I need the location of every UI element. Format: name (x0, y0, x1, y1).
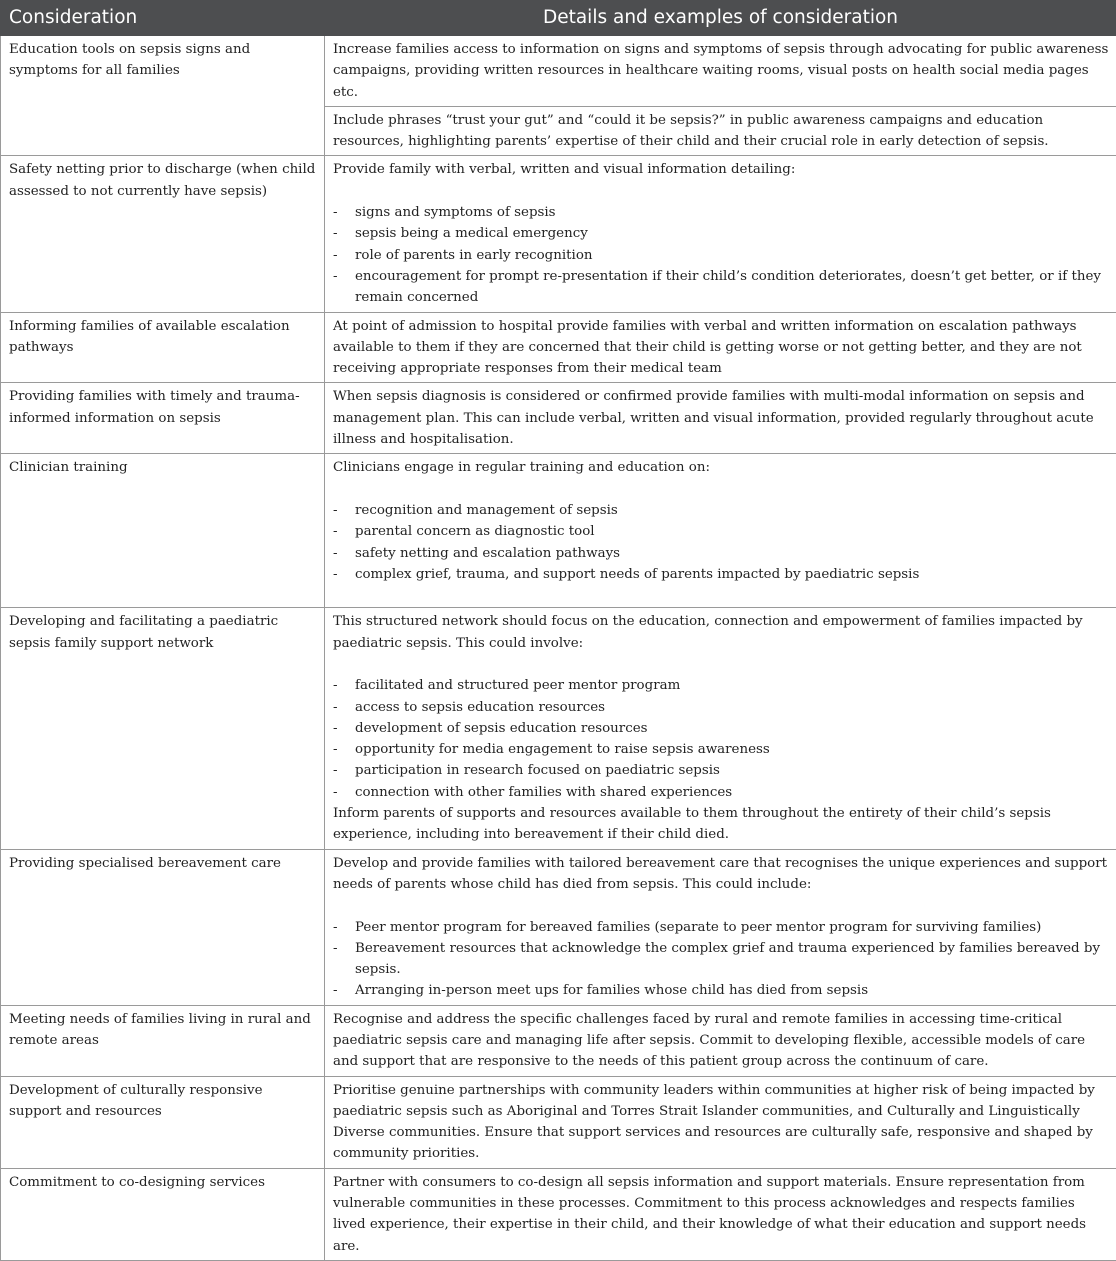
details-intro: Provide family with verbal, written and visual information detailing: (333, 159, 1110, 180)
blank-line (333, 654, 1110, 675)
table-row (1, 156, 1116, 312)
list-item: - opportunity for media engagement to raise sepsis awareness (333, 739, 1110, 760)
details-cell: When sepsis diagnosis is considered or confirmed provide families with multi-modal information on sepsis and management plan. This can include verbal, written and visual information, provided regularly throughout acute illness and hospitalisation. (325, 383, 1116, 454)
consideration-cell: Development of culturally responsive support and resources (1, 1076, 325, 1168)
details-intro: This structured network should focus on the education, connection and empowerment of families impacted by paediatric sepsis. This could involve: (333, 611, 1110, 654)
table-row (1, 849, 1116, 1005)
details-cell: At point of admission to hospital provide families with verbal and written information on escalation pathways available to them if they are concerned that their child is getting worse or not getting better, and they are not receiving appropriate responses from their medical team (325, 312, 1116, 383)
table-row (1, 383, 1116, 454)
table-row (1, 1168, 1116, 1260)
table-row (1, 1076, 1116, 1168)
details-cell (325, 608, 1116, 849)
table-header-row (1, 1, 1116, 36)
details-cell: Recognise and address the specific challenges faced by rural and remote families in accessing time-critical paediatric sepsis care and managing life after sepsis. Commit to developing flexible, accessible models of care and support that are responsive to the needs of this patient group across the continuum of care. (325, 1005, 1116, 1076)
consideration-cell: Education tools on sepsis signs and symptoms for all families (1, 36, 325, 156)
list-item: - recognition and management of sepsis (333, 500, 1110, 521)
consideration-cell: Commitment to co-designing services (1, 1168, 325, 1260)
list-item: - Bereavement resources that acknowledge the complex grief and trauma experienced by families bereaved by sepsis. (333, 938, 1110, 981)
list-item: - access to sepsis education resources (333, 697, 1110, 718)
list-item: - role of parents in early recognition (333, 245, 1110, 266)
details-cell (325, 849, 1116, 1005)
bullet-list (333, 500, 1110, 585)
details-outro: Inform parents of supports and resources available to them throughout the entirety of their child’s sepsis experience, including into bereavement if their child died. (333, 803, 1110, 846)
details-cell: Increase families access to information on signs and symptoms of sepsis through advocating for public awareness campaigns, providing written resources in healthcare waiting rooms, visual posts on health social media pages etc. (325, 36, 1116, 107)
details-cell (325, 454, 1116, 608)
consideration-cell: Developing and facilitating a paediatric sepsis family support network (1, 608, 325, 849)
table-row (1, 608, 1116, 849)
details-cell: Partner with consumers to co-design all sepsis information and support materials. Ensure representation from vulnerable communities in these processes. Commitment to this process acknowledges and respects families lived experience, their expertise in their child, and their knowledge of what their education and support needs are. (325, 1168, 1116, 1260)
details-intro: Clinicians engage in regular training and education on: (333, 457, 1110, 478)
list-item: - signs and symptoms of sepsis (333, 202, 1110, 223)
list-item: - development of sepsis education resources (333, 718, 1110, 739)
table-row (1, 454, 1116, 608)
list-item: - encouragement for prompt re-presentation if their child’s condition deteriorates, doesn’t get better, or if they remain concerned (333, 266, 1110, 309)
blank-line (333, 895, 1110, 916)
bullet-list (333, 202, 1110, 308)
consideration-cell: Meeting needs of families living in rural and remote areas (1, 1005, 325, 1076)
table-row (1, 1005, 1116, 1076)
consideration-cell: Informing families of available escalation pathways (1, 312, 325, 383)
bullet-list (333, 675, 1110, 803)
list-item: - complex grief, trauma, and support needs of parents impacted by paediatric sepsis (333, 564, 1110, 585)
details-cell: Prioritise genuine partnerships with community leaders within communities at higher risk of being impacted by paediatric sepsis such as Aboriginal and Torres Strait Islander communities, and Culturally and Linguistically Diverse communities. Ensure that support services and resources are culturally safe, responsive and shaped by community priorities. (325, 1076, 1116, 1168)
details-cell (325, 156, 1116, 312)
list-item: - Arranging in-person meet ups for families whose child has died from sepsis (333, 980, 1110, 1001)
list-item: - safety netting and escalation pathways (333, 543, 1110, 564)
table-row (1, 36, 1116, 107)
list-item: - Peer mentor program for bereaved families (separate to peer mentor program for surviving families) (333, 917, 1110, 938)
consideration-cell: Safety netting prior to discharge (when child assessed to not currently have sepsis) (1, 156, 325, 312)
list-item: - connection with other families with shared experiences (333, 782, 1110, 803)
bullet-list (333, 917, 1110, 1002)
consideration-cell: Providing specialised bereavement care (1, 849, 325, 1005)
blank-line (333, 479, 1110, 500)
blank-line (333, 181, 1110, 202)
details-intro: Develop and provide families with tailored bereavement care that recognises the unique experiences and support needs of parents whose child has died from sepsis. This could include: (333, 853, 1110, 896)
consideration-cell: Providing families with timely and trauma-informed information on sepsis (1, 383, 325, 454)
list-item: - sepsis being a medical emergency (333, 223, 1110, 244)
list-item: - participation in research focused on paediatric sepsis (333, 760, 1110, 781)
column-header-details: Details and examples of consideration (325, 1, 1116, 36)
consideration-cell: Clinician training (1, 454, 325, 608)
details-cell: Include phrases “trust your gut” and “could it be sepsis?” in public awareness campaigns and education resources, highlighting parents’ expertise of their child and their crucial role in early detection of sepsis. (325, 106, 1116, 156)
table-row (1, 312, 1116, 383)
list-item: - parental concern as diagnostic tool (333, 521, 1110, 542)
list-item: - facilitated and structured peer mentor program (333, 675, 1110, 696)
column-header-consideration: Consideration (1, 1, 325, 36)
